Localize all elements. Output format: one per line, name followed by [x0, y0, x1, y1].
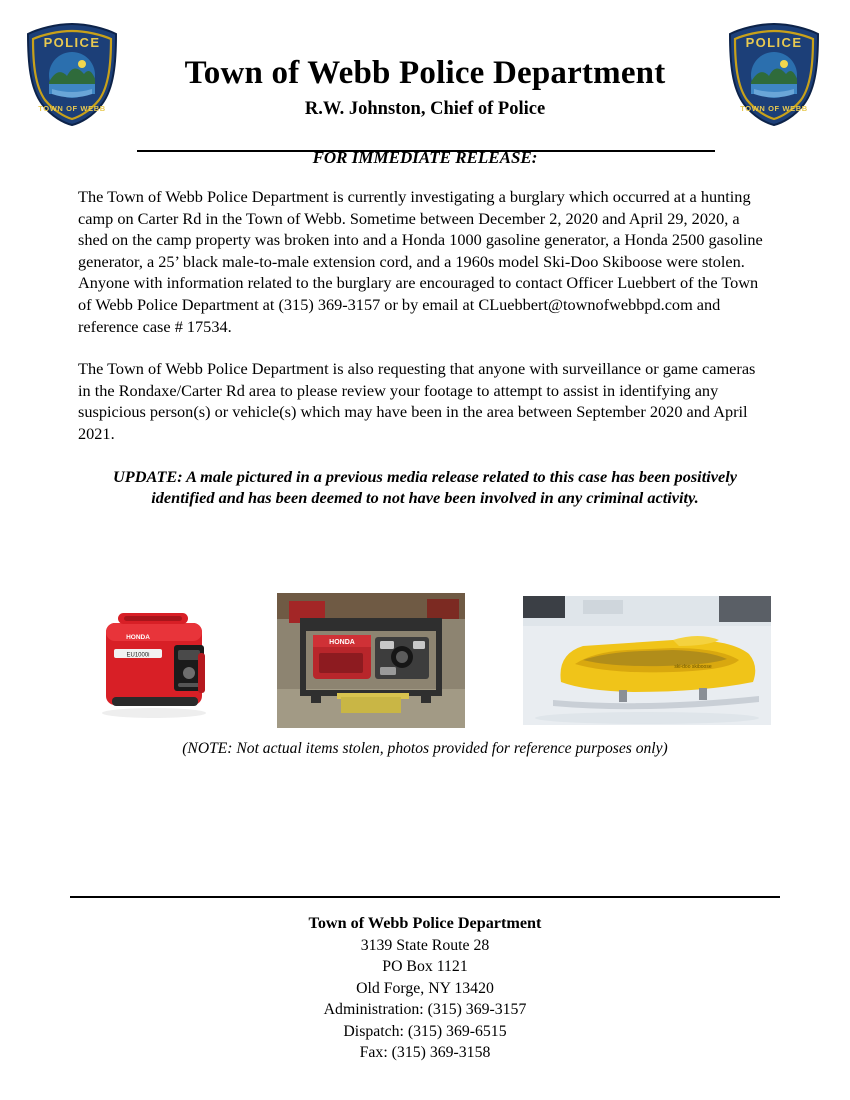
police-badge-right-icon — [724, 22, 824, 127]
police-badge-left-icon — [22, 22, 122, 127]
svg-text:TOWN OF WEBB: TOWN OF WEBB — [740, 104, 808, 113]
photo-honda-2500-generator — [277, 593, 465, 728]
svg-text:POLICE: POLICE — [43, 35, 101, 50]
immediate-release-heading: FOR IMMEDIATE RELEASE: — [312, 148, 538, 167]
chief-of-police-line: R.W. Johnston, Chief of Police — [304, 99, 546, 119]
page-title: Town of Webb Police Department — [184, 55, 666, 91]
document-footer — [0, 913, 850, 1064]
svg-text:ski-doo skiboose: ski-doo skiboose — [674, 664, 712, 670]
footer-divider — [70, 896, 780, 898]
footer-address-line-2: PO Box 1121 — [382, 958, 468, 975]
svg-text:HONDA: HONDA — [329, 639, 355, 646]
footer-fax-number: Fax: (315) 369-3158 — [359, 1044, 491, 1061]
release-paragraph-2: The Town of Webb Police Department is also requesting that anyone with surveillance or game cameras in the Rondaxe/Carter Rd area to please review your footage to attempt to assist in identifying any suspicious person(s) or vehicle(s) which may have been in the area between September 2020 and April 2021. — [78, 359, 756, 443]
footer-address-line-1: 3139 State Route 28 — [360, 936, 490, 954]
photo-disclaimer-note: (NOTE: Not actual items stolen, photos provided for reference purposes only) — [182, 740, 668, 757]
footer-department-name: Town of Webb Police Department — [308, 914, 542, 932]
release-paragraph-1: The Town of Webb Police Department is currently investigating a burglary which occurred at a hunting camp on Carter Rd in the Town of Webb. Sometime between December 2, 2020 and April 29, 2020, a shed on the camp property was broken into and a Honda 1000 gasoline generator, a Honda 2500 gasoline generator, a 25’ black male-to-male extension cord, and a 1960s model Ski-Doo Skiboose were stolen. Anyone with information related to the burglary are encouraged to contact Officer Luebbert of the Town of Webb Police Department at (315) 369-3157 or by email at CLuebbert@townofwebbpd.com and reference case # 17534. — [78, 187, 763, 336]
release-body — [78, 186, 772, 509]
reference-photos — [0, 593, 850, 733]
svg-text:TOWN OF WEBB: TOWN OF WEBB — [38, 104, 106, 113]
footer-administration-phone: Administration: (315) 369-3157 — [323, 1001, 527, 1018]
header-text-block — [140, 54, 710, 120]
release-update-note: UPDATE: A male pictured in a previous media release related to this case has been positively identified and has been deemed to not have been involved in any criminal activity. — [113, 466, 737, 508]
svg-text:HONDA: HONDA — [126, 634, 150, 641]
footer-dispatch-phone: Dispatch: (315) 369-6515 — [343, 1022, 507, 1040]
photo-honda-1000-generator — [78, 593, 246, 728]
svg-text:EU1000i: EU1000i — [126, 652, 150, 659]
footer-address-line-3: Old Forge, NY 13420 — [356, 979, 494, 997]
svg-text:POLICE: POLICE — [745, 35, 803, 50]
photo-skidoo-skiboose — [523, 596, 771, 725]
document-header — [0, 22, 850, 132]
